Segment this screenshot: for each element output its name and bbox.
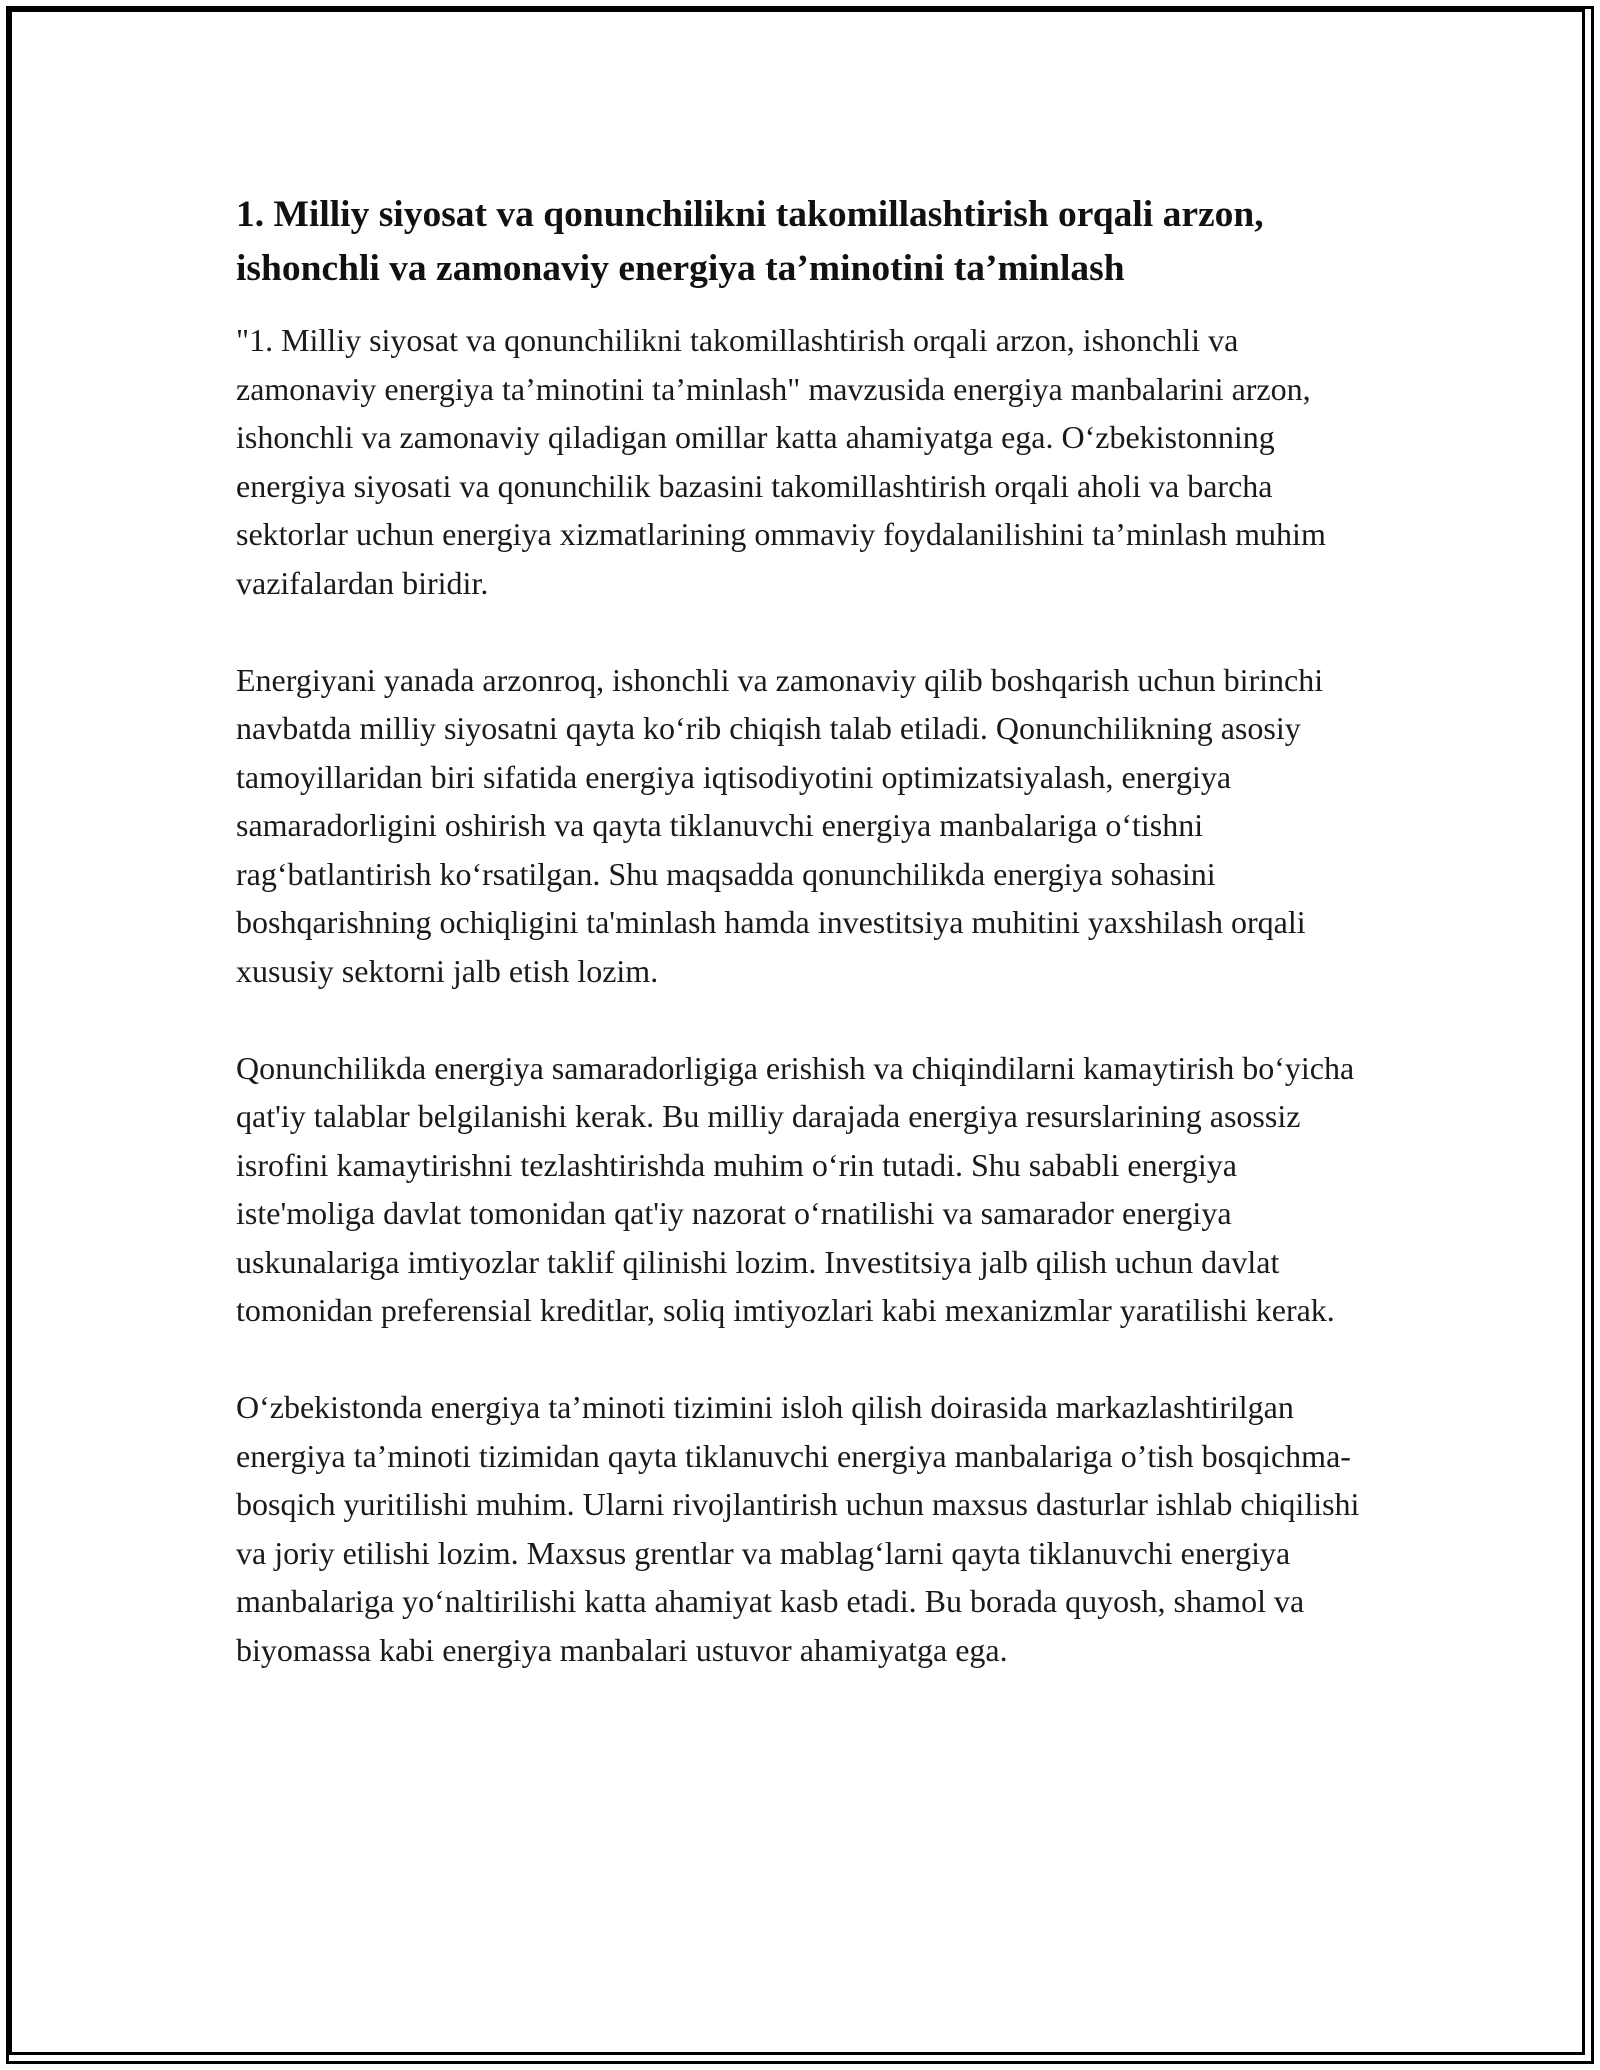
paragraph-2: Energiyani yanada arzonroq, ishonchli va zamonaviy qilib boshqarish uchun birinchi navbatda milliy siyosatni qayta koʻrib chiqish talab etiladi. Qonunchilikning asosiy tamoyillaridan biri sifatida energiya iqtisodiyotini optimizatsiyalash, energiya samaradorligini oshirish va qayta tiklanuvchi energiya manbalariga oʻtishni ragʻbatlantirish koʻrsatilgan. Shu maqsadda qonunchilikda energiya sohasini boshqarishning ochiqligini ta'minlash hamda investitsiya muhitini yaxshilash orqali xususiy sektorni jalb etish lozim.: [236, 661, 1324, 989]
paragraph-3: Qonunchilikda energiya samaradorligiga erishish va chiqindilarni kamaytirish boʻyicha qat'iy talablar belgilanishi kerak. Bu milliy darajada energiya resurslarining asossiz isrofini kamaytirishni tezlashtirishda muhim oʻrin tutadi. Shu sababli energiya iste'moliga davlat tomonidan qat'iy nazorat oʻrnatilishi va samarador energiya uskunalariga imtiyozlar taklif qilinishi lozim. Investitsiya jalb qilish uchun davlat tomonidan preferensial kreditlar, soliq imtiyozlari kabi mexanizmlar yaratilishi kerak.: [236, 1049, 1355, 1328]
document-body: [236, 188, 1366, 1723]
paragraph-4: Oʻzbekistonda energiya taʼminoti tizimini isloh qilish doirasida markazlashtirilgan energiya taʼminoti tizimidan qayta tiklanuvchi energiya manbalariga oʼtish bosqichma-bosqich yuritilishi muhim. Ularni rivojlantirish uchun maxsus dasturlar ishlab chiqilishi va joriy etilishi lozim. Maxsus grentlar va mablagʻlarni qayta tiklanuvchi energiya manbalariga yoʻnaltirilishi katta ahamiyat kasb etadi. Bu borada quyosh, shamol va biyomassa kabi energiya manbalari ustuvor ahamiyatga ega.: [236, 1389, 1360, 1668]
document-heading: 1. Milliy siyosat va qonunchilikni takomillashtirish orqali arzon, ishonchli va zamonaviy energiya taʼminotini taʼminlash: [236, 194, 1264, 289]
paragraph-1: "1. Milliy siyosat va qonunchilikni takomillashtirish orqali arzon, ishonchli va zamonaviy energiya taʼminotini taʼminlash" mavzusida energiya manbalarini arzon, ishonchli va zamonaviy qiladigan omillar katta ahamiyatga ega. Oʻzbekistonning energiya siyosati va qonunchilik bazasini takomillashtirish orqali aholi va barcha sektorlar uchun energiya xizmatlarining ommaviy foydalanilishini taʼminlash muhim vazifalardan biridir.: [236, 322, 1326, 601]
